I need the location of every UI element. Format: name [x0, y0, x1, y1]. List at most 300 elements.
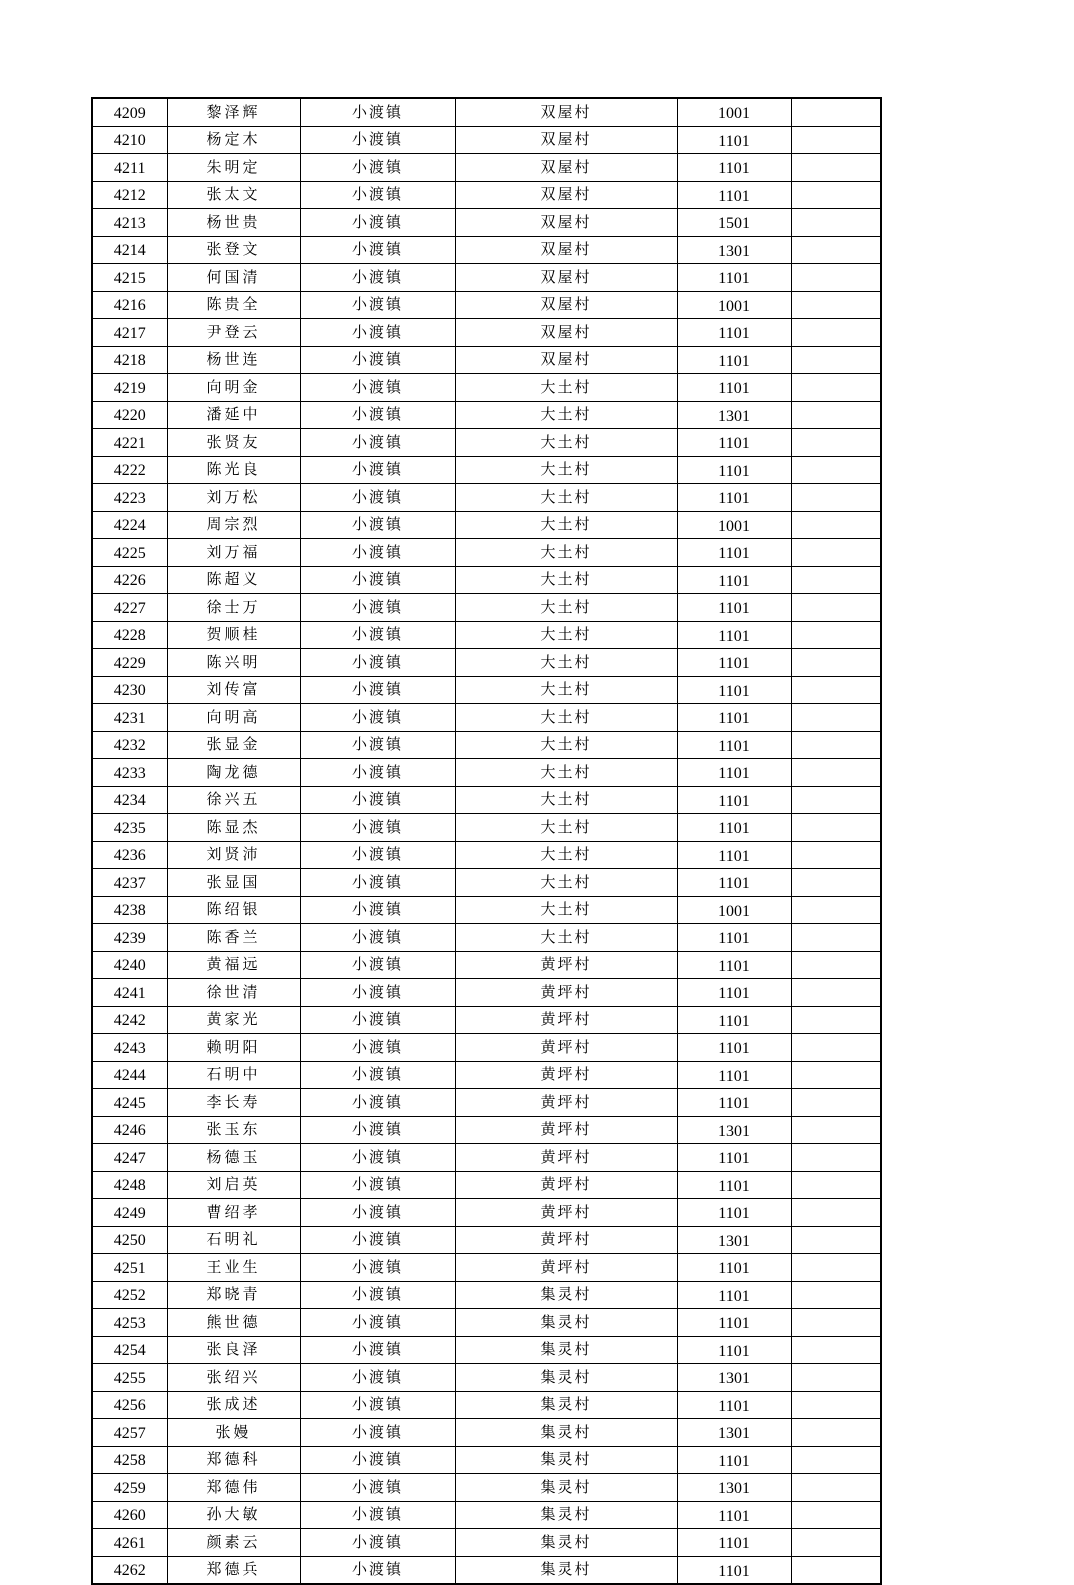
name-cell: 张显金 — [167, 731, 300, 759]
row-number-cell: 4245 — [92, 1089, 167, 1117]
village-cell: 大土村 — [455, 484, 677, 512]
row-number-cell: 4213 — [92, 209, 167, 237]
row-number-cell: 4247 — [92, 1144, 167, 1172]
village-cell: 黄坪村 — [455, 1006, 677, 1034]
note-cell — [791, 291, 881, 319]
name-cell: 徐士万 — [167, 594, 300, 622]
note-cell — [791, 98, 881, 126]
town-cell: 小渡镇 — [300, 1144, 455, 1172]
note-cell — [791, 484, 881, 512]
name-cell: 陈绍银 — [167, 896, 300, 924]
name-cell: 尹登云 — [167, 319, 300, 347]
village-cell: 集灵村 — [455, 1336, 677, 1364]
village-cell: 大土村 — [455, 649, 677, 677]
table-row — [92, 704, 881, 732]
row-number-cell: 4250 — [92, 1226, 167, 1254]
table-row — [92, 979, 881, 1007]
town-cell: 小渡镇 — [300, 1116, 455, 1144]
village-cell: 黄坪村 — [455, 1254, 677, 1282]
note-cell — [791, 924, 881, 952]
note-cell — [791, 704, 881, 732]
note-cell — [791, 374, 881, 402]
code-cell: 1101 — [677, 1391, 791, 1419]
village-cell: 大土村 — [455, 456, 677, 484]
table-row — [92, 1474, 881, 1502]
row-number-cell: 4239 — [92, 924, 167, 952]
table-row — [92, 126, 881, 154]
village-cell: 大土村 — [455, 539, 677, 567]
row-number-cell: 4215 — [92, 264, 167, 292]
town-cell: 小渡镇 — [300, 154, 455, 182]
code-cell: 1101 — [677, 1089, 791, 1117]
table-row — [92, 1061, 881, 1089]
name-cell: 郑德科 — [167, 1446, 300, 1474]
code-cell: 1101 — [677, 1144, 791, 1172]
village-cell: 集灵村 — [455, 1419, 677, 1447]
note-cell — [791, 1281, 881, 1309]
note-cell — [791, 1226, 881, 1254]
town-cell: 小渡镇 — [300, 869, 455, 897]
town-cell: 小渡镇 — [300, 1309, 455, 1337]
town-cell: 小渡镇 — [300, 264, 455, 292]
code-cell: 1101 — [677, 1529, 791, 1557]
row-number-cell: 4233 — [92, 759, 167, 787]
table-row — [92, 951, 881, 979]
name-cell: 郑德伟 — [167, 1474, 300, 1502]
table-row — [92, 319, 881, 347]
table-row — [92, 1006, 881, 1034]
table-row — [92, 98, 881, 126]
code-cell: 1101 — [677, 649, 791, 677]
village-cell: 黄坪村 — [455, 1171, 677, 1199]
table-row — [92, 1226, 881, 1254]
name-cell: 张成述 — [167, 1391, 300, 1419]
town-cell: 小渡镇 — [300, 786, 455, 814]
row-number-cell: 4261 — [92, 1529, 167, 1557]
name-cell: 陈显杰 — [167, 814, 300, 842]
code-cell: 1101 — [677, 1336, 791, 1364]
table-row — [92, 1446, 881, 1474]
town-cell: 小渡镇 — [300, 1061, 455, 1089]
town-cell: 小渡镇 — [300, 319, 455, 347]
table-row — [92, 786, 881, 814]
note-cell — [791, 676, 881, 704]
code-cell: 1101 — [677, 731, 791, 759]
village-cell: 大土村 — [455, 841, 677, 869]
village-cell: 双屋村 — [455, 98, 677, 126]
table-row — [92, 621, 881, 649]
name-cell: 张玉东 — [167, 1116, 300, 1144]
name-cell: 徐兴五 — [167, 786, 300, 814]
name-cell: 石明礼 — [167, 1226, 300, 1254]
village-cell: 集灵村 — [455, 1309, 677, 1337]
table-row — [92, 1034, 881, 1062]
village-cell: 大土村 — [455, 869, 677, 897]
village-cell: 大土村 — [455, 511, 677, 539]
name-cell: 潘延中 — [167, 401, 300, 429]
row-number-cell: 4230 — [92, 676, 167, 704]
note-cell — [791, 1419, 881, 1447]
code-cell: 1101 — [677, 1006, 791, 1034]
row-number-cell: 4212 — [92, 181, 167, 209]
name-cell: 张嫚 — [167, 1419, 300, 1447]
town-cell: 小渡镇 — [300, 98, 455, 126]
village-cell: 大土村 — [455, 759, 677, 787]
note-cell — [791, 1474, 881, 1502]
town-cell: 小渡镇 — [300, 566, 455, 594]
table-row — [92, 236, 881, 264]
table-row — [92, 566, 881, 594]
code-cell: 1101 — [677, 126, 791, 154]
row-number-cell: 4232 — [92, 731, 167, 759]
note-cell — [791, 896, 881, 924]
name-cell: 黄家光 — [167, 1006, 300, 1034]
town-cell: 小渡镇 — [300, 759, 455, 787]
village-cell: 黄坪村 — [455, 1034, 677, 1062]
row-number-cell: 4234 — [92, 786, 167, 814]
table-row — [92, 1556, 881, 1584]
village-cell: 黄坪村 — [455, 979, 677, 1007]
town-cell: 小渡镇 — [300, 1336, 455, 1364]
note-cell — [791, 456, 881, 484]
row-number-cell: 4238 — [92, 896, 167, 924]
note-cell — [791, 951, 881, 979]
code-cell: 1101 — [677, 1556, 791, 1584]
code-cell: 1101 — [677, 1061, 791, 1089]
town-cell: 小渡镇 — [300, 1364, 455, 1392]
town-cell: 小渡镇 — [300, 126, 455, 154]
code-cell: 1101 — [677, 539, 791, 567]
note-cell — [791, 539, 881, 567]
row-number-cell: 4244 — [92, 1061, 167, 1089]
name-cell: 陶龙德 — [167, 759, 300, 787]
note-cell — [791, 594, 881, 622]
town-cell: 小渡镇 — [300, 841, 455, 869]
village-cell: 黄坪村 — [455, 1116, 677, 1144]
code-cell: 1101 — [677, 264, 791, 292]
town-cell: 小渡镇 — [300, 1529, 455, 1557]
code-cell: 1101 — [677, 704, 791, 732]
row-number-cell: 4236 — [92, 841, 167, 869]
row-number-cell: 4254 — [92, 1336, 167, 1364]
town-cell: 小渡镇 — [300, 511, 455, 539]
row-number-cell: 4262 — [92, 1556, 167, 1584]
village-cell: 黄坪村 — [455, 1089, 677, 1117]
note-cell — [791, 1034, 881, 1062]
name-cell: 朱明定 — [167, 154, 300, 182]
village-cell: 大土村 — [455, 401, 677, 429]
code-cell: 1101 — [677, 814, 791, 842]
table-row — [92, 649, 881, 677]
code-cell: 1101 — [677, 181, 791, 209]
note-cell — [791, 1254, 881, 1282]
town-cell: 小渡镇 — [300, 676, 455, 704]
village-cell: 黄坪村 — [455, 1199, 677, 1227]
town-cell: 小渡镇 — [300, 291, 455, 319]
note-cell — [791, 759, 881, 787]
town-cell: 小渡镇 — [300, 1474, 455, 1502]
name-cell: 刘启英 — [167, 1171, 300, 1199]
code-cell: 1101 — [677, 1501, 791, 1529]
town-cell: 小渡镇 — [300, 1089, 455, 1117]
code-cell: 1101 — [677, 429, 791, 457]
village-cell: 集灵村 — [455, 1501, 677, 1529]
village-cell: 双屋村 — [455, 126, 677, 154]
table-row — [92, 1144, 881, 1172]
village-cell: 集灵村 — [455, 1281, 677, 1309]
table-row — [92, 869, 881, 897]
village-cell: 黄坪村 — [455, 1061, 677, 1089]
name-cell: 向明高 — [167, 704, 300, 732]
note-cell — [791, 649, 881, 677]
town-cell: 小渡镇 — [300, 979, 455, 1007]
village-cell: 双屋村 — [455, 264, 677, 292]
row-number-cell: 4210 — [92, 126, 167, 154]
name-cell: 何国清 — [167, 264, 300, 292]
row-number-cell: 4249 — [92, 1199, 167, 1227]
town-cell: 小渡镇 — [300, 594, 455, 622]
village-cell: 大土村 — [455, 676, 677, 704]
table-row — [92, 154, 881, 182]
village-cell: 大土村 — [455, 896, 677, 924]
village-cell: 双屋村 — [455, 154, 677, 182]
name-cell: 张贤友 — [167, 429, 300, 457]
row-number-cell: 4237 — [92, 869, 167, 897]
note-cell — [791, 1501, 881, 1529]
town-cell: 小渡镇 — [300, 484, 455, 512]
row-number-cell: 4211 — [92, 154, 167, 182]
code-cell: 1101 — [677, 979, 791, 1007]
table-row — [92, 1501, 881, 1529]
note-cell — [791, 126, 881, 154]
table-row — [92, 429, 881, 457]
note-cell — [791, 1391, 881, 1419]
name-cell: 杨定木 — [167, 126, 300, 154]
table-row — [92, 1199, 881, 1227]
town-cell: 小渡镇 — [300, 1254, 455, 1282]
row-number-cell: 4223 — [92, 484, 167, 512]
code-cell: 1001 — [677, 511, 791, 539]
code-cell: 1101 — [677, 484, 791, 512]
village-cell: 大土村 — [455, 621, 677, 649]
row-number-cell: 4224 — [92, 511, 167, 539]
town-cell: 小渡镇 — [300, 649, 455, 677]
village-cell: 大土村 — [455, 429, 677, 457]
village-cell: 集灵村 — [455, 1446, 677, 1474]
note-cell — [791, 429, 881, 457]
village-cell: 双屋村 — [455, 346, 677, 374]
village-cell: 集灵村 — [455, 1529, 677, 1557]
row-number-cell: 4260 — [92, 1501, 167, 1529]
table-row — [92, 346, 881, 374]
town-cell: 小渡镇 — [300, 1281, 455, 1309]
table-row — [92, 1391, 881, 1419]
table-row — [92, 924, 881, 952]
note-cell — [791, 401, 881, 429]
name-cell: 张绍兴 — [167, 1364, 300, 1392]
table-row — [92, 484, 881, 512]
village-cell: 双屋村 — [455, 181, 677, 209]
note-cell — [791, 264, 881, 292]
records-table — [91, 97, 882, 1585]
village-cell: 集灵村 — [455, 1474, 677, 1502]
row-number-cell: 4214 — [92, 236, 167, 264]
town-cell: 小渡镇 — [300, 346, 455, 374]
code-cell: 1301 — [677, 1116, 791, 1144]
town-cell: 小渡镇 — [300, 951, 455, 979]
table-row — [92, 594, 881, 622]
row-number-cell: 4219 — [92, 374, 167, 402]
town-cell: 小渡镇 — [300, 236, 455, 264]
row-number-cell: 4255 — [92, 1364, 167, 1392]
code-cell: 1301 — [677, 1364, 791, 1392]
name-cell: 曹绍孝 — [167, 1199, 300, 1227]
code-cell: 1101 — [677, 869, 791, 897]
village-cell: 双屋村 — [455, 319, 677, 347]
note-cell — [791, 1199, 881, 1227]
village-cell: 大土村 — [455, 566, 677, 594]
table-row — [92, 1171, 881, 1199]
village-cell: 集灵村 — [455, 1391, 677, 1419]
row-number-cell: 4243 — [92, 1034, 167, 1062]
name-cell: 贺顺桂 — [167, 621, 300, 649]
town-cell: 小渡镇 — [300, 1226, 455, 1254]
village-cell: 黄坪村 — [455, 1144, 677, 1172]
name-cell: 石明中 — [167, 1061, 300, 1089]
town-cell: 小渡镇 — [300, 924, 455, 952]
town-cell: 小渡镇 — [300, 1034, 455, 1062]
name-cell: 刘万福 — [167, 539, 300, 567]
table-row — [92, 676, 881, 704]
town-cell: 小渡镇 — [300, 621, 455, 649]
note-cell — [791, 1364, 881, 1392]
row-number-cell: 4226 — [92, 566, 167, 594]
town-cell: 小渡镇 — [300, 1556, 455, 1584]
row-number-cell: 4222 — [92, 456, 167, 484]
village-cell: 大土村 — [455, 594, 677, 622]
table-row — [92, 814, 881, 842]
row-number-cell: 4253 — [92, 1309, 167, 1337]
name-cell: 陈贵全 — [167, 291, 300, 319]
note-cell — [791, 1171, 881, 1199]
row-number-cell: 4235 — [92, 814, 167, 842]
note-cell — [791, 731, 881, 759]
name-cell: 黄福远 — [167, 951, 300, 979]
note-cell — [791, 154, 881, 182]
code-cell: 1301 — [677, 401, 791, 429]
note-cell — [791, 346, 881, 374]
village-cell: 大土村 — [455, 814, 677, 842]
code-cell: 1101 — [677, 1446, 791, 1474]
town-cell: 小渡镇 — [300, 896, 455, 924]
code-cell: 1101 — [677, 1171, 791, 1199]
town-cell: 小渡镇 — [300, 539, 455, 567]
name-cell: 黎泽辉 — [167, 98, 300, 126]
town-cell: 小渡镇 — [300, 374, 455, 402]
village-cell: 集灵村 — [455, 1556, 677, 1584]
town-cell: 小渡镇 — [300, 1501, 455, 1529]
row-number-cell: 4231 — [92, 704, 167, 732]
table-row — [92, 264, 881, 292]
name-cell: 刘万松 — [167, 484, 300, 512]
code-cell: 1301 — [677, 236, 791, 264]
row-number-cell: 4257 — [92, 1419, 167, 1447]
code-cell: 1001 — [677, 98, 791, 126]
name-cell: 颜素云 — [167, 1529, 300, 1557]
row-number-cell: 4259 — [92, 1474, 167, 1502]
note-cell — [791, 979, 881, 1007]
town-cell: 小渡镇 — [300, 814, 455, 842]
town-cell: 小渡镇 — [300, 1391, 455, 1419]
table-row — [92, 1336, 881, 1364]
code-cell: 1101 — [677, 951, 791, 979]
code-cell: 1301 — [677, 1419, 791, 1447]
records-table-body — [92, 98, 881, 1584]
row-number-cell: 4252 — [92, 1281, 167, 1309]
village-cell: 大土村 — [455, 786, 677, 814]
code-cell: 1501 — [677, 209, 791, 237]
code-cell: 1101 — [677, 924, 791, 952]
note-cell — [791, 1144, 881, 1172]
note-cell — [791, 511, 881, 539]
village-cell: 大土村 — [455, 704, 677, 732]
town-cell: 小渡镇 — [300, 401, 455, 429]
note-cell — [791, 869, 881, 897]
code-cell: 1101 — [677, 676, 791, 704]
name-cell: 刘传富 — [167, 676, 300, 704]
village-cell: 黄坪村 — [455, 1226, 677, 1254]
village-cell: 双屋村 — [455, 236, 677, 264]
town-cell: 小渡镇 — [300, 1419, 455, 1447]
name-cell: 向明金 — [167, 374, 300, 402]
name-cell: 杨德玉 — [167, 1144, 300, 1172]
town-cell: 小渡镇 — [300, 1446, 455, 1474]
town-cell: 小渡镇 — [300, 1171, 455, 1199]
note-cell — [791, 1006, 881, 1034]
row-number-cell: 4225 — [92, 539, 167, 567]
code-cell: 1101 — [677, 456, 791, 484]
town-cell: 小渡镇 — [300, 456, 455, 484]
name-cell: 熊世德 — [167, 1309, 300, 1337]
code-cell: 1101 — [677, 621, 791, 649]
code-cell: 1101 — [677, 566, 791, 594]
note-cell — [791, 319, 881, 347]
note-cell — [791, 1061, 881, 1089]
note-cell — [791, 1529, 881, 1557]
note-cell — [791, 621, 881, 649]
note-cell — [791, 1089, 881, 1117]
row-number-cell: 4209 — [92, 98, 167, 126]
code-cell: 1101 — [677, 346, 791, 374]
code-cell: 1001 — [677, 896, 791, 924]
table-row — [92, 374, 881, 402]
note-cell — [791, 566, 881, 594]
name-cell: 陈兴明 — [167, 649, 300, 677]
row-number-cell: 4217 — [92, 319, 167, 347]
row-number-cell: 4221 — [92, 429, 167, 457]
row-number-cell: 4248 — [92, 1171, 167, 1199]
code-cell: 1101 — [677, 841, 791, 869]
village-cell: 双屋村 — [455, 291, 677, 319]
code-cell: 1101 — [677, 319, 791, 347]
name-cell: 徐世清 — [167, 979, 300, 1007]
note-cell — [791, 841, 881, 869]
name-cell: 张显国 — [167, 869, 300, 897]
village-cell: 集灵村 — [455, 1364, 677, 1392]
table-row — [92, 209, 881, 237]
code-cell: 1101 — [677, 594, 791, 622]
code-cell: 1101 — [677, 1199, 791, 1227]
